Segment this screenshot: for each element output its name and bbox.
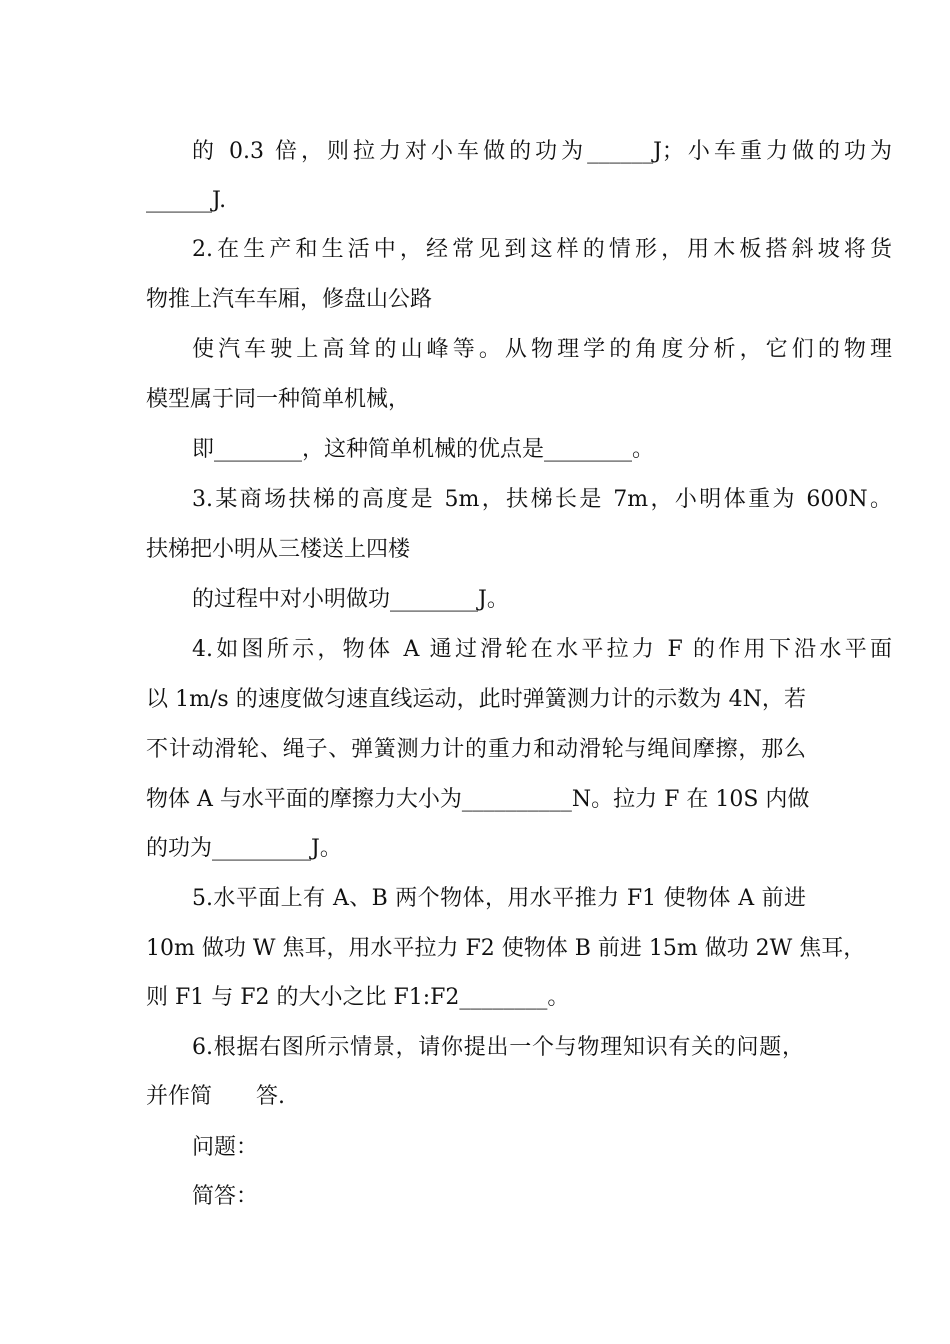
text-line: 扶梯把小明从三楼送上四楼 <box>146 537 411 562</box>
text-line: 物推上汽车车厢，修盘山公路 <box>146 287 433 312</box>
text-line: 10m 做功 W 焦耳，用水平拉力 F2 使物体 B 前进 15m 做功 2W 焦耳， <box>146 936 866 961</box>
text-line: 以 1m/s 的速度做匀速直线运动，此时弹簧测力计的示数为 4N，若 <box>146 687 806 712</box>
question-label: 问题： <box>192 1135 259 1160</box>
text-line: 并作简 答. <box>146 1084 285 1109</box>
text-line: ______J. <box>146 188 227 213</box>
text-line: 则 F1 与 F2 的大小之比 F1:F2________。 <box>146 985 570 1010</box>
text-line: 模型属于同一种简单机械， <box>146 387 411 412</box>
text-line: 的功为_________J。 <box>146 836 342 861</box>
question-4-line: 4.如图所示，物体 A 通过滑轮在水平拉力 F 的作用下沿水平面 <box>192 637 892 662</box>
text-line: 物体 A 与水平面的摩擦力大小为__________N。拉力 F 在 10S 内做 <box>146 787 810 812</box>
text-line: 使汽车驶上高耸的山峰等。从物理学的角度分析，它们的物理 <box>192 337 892 362</box>
question-6-line: 6.根据右图所示情景，请你提出一个与物理知识有关的问题， <box>192 1035 804 1060</box>
question-3-line: 3.某商场扶梯的高度是 5m，扶梯长是 7m，小明体重为 600N。 <box>192 487 892 512</box>
answer-label: 简答： <box>192 1184 259 1209</box>
text-line: 即________，这种简单机械的优点是________。 <box>192 437 655 462</box>
question-5-line: 5.水平面上有 A、B 两个物体，用水平推力 F1 使物体 A 前进 <box>192 886 806 911</box>
text-line: 的 0.3 倍，则拉力对小车做的功为______J；小车重力做的功为 <box>192 139 892 164</box>
question-2-line: 2.在生产和生活中，经常见到这样的情形，用木板搭斜坡将货 <box>192 237 892 262</box>
text-line: 的过程中对小明做功________J。 <box>192 587 509 612</box>
text-line: 不计动滑轮、绳子、弹簧测力计的重力和动滑轮与绳间摩擦，那么 <box>146 737 806 762</box>
